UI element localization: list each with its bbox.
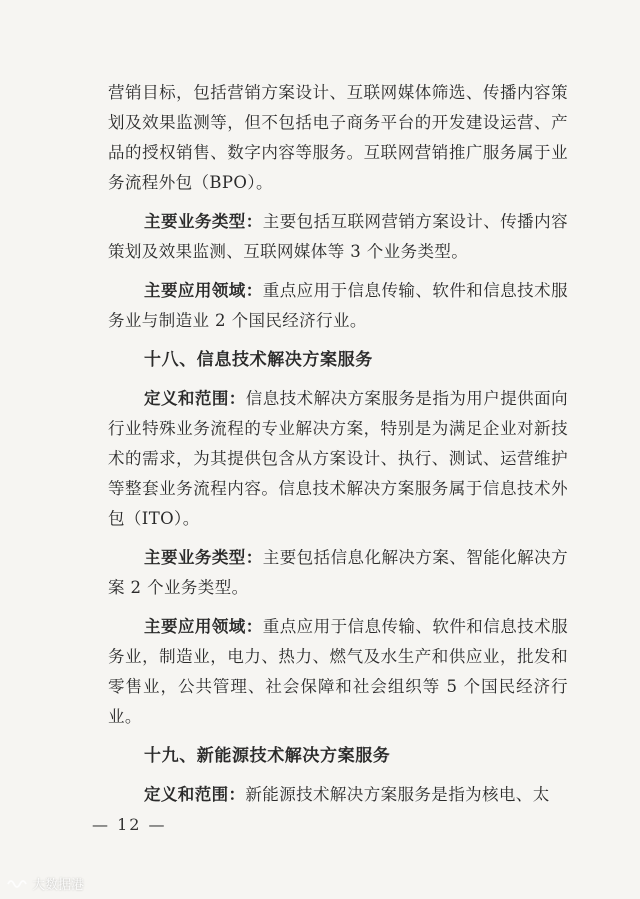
paragraph-definition-18 — [108, 384, 568, 534]
paragraph-application-areas-17 — [108, 276, 568, 336]
document-body — [108, 78, 568, 819]
paragraph-bpo-definition-continued — [108, 78, 568, 198]
sound-wave-logo-icon — [6, 877, 28, 891]
paragraph-label: 主要应用领域： — [144, 281, 263, 300]
paragraph-text: 新能源技术解决方案服务是指为核电、太 — [245, 785, 550, 804]
paragraph-text: 主要包括信息化解决方案、智能化解决方案 2 个业务类型。 — [108, 548, 568, 597]
section-heading-18: 十八、信息技术解决方案服务 — [144, 350, 373, 370]
paragraph-label: 主要业务类型： — [144, 548, 263, 567]
paragraph-label: 定义和范围： — [144, 389, 246, 408]
page-number: — 12 — — [92, 815, 167, 834]
watermark — [6, 874, 84, 893]
paragraph-business-types-17 — [108, 207, 568, 267]
paragraph-label: 定义和范围： — [144, 785, 246, 804]
paragraph-definition-19 — [108, 780, 568, 810]
paragraph-text: 信息技术解决方案服务是指为用户提供面向行业特殊业务流程的专业解决方案，特别是为满足企业对新技术的需求，为其提供包含从方案设计、执行、测试、运营维护等整套业务流程内容。信息技术解决方案服务属于信息技术外包（ITO）。 — [108, 389, 568, 528]
paragraph-business-types-18 — [108, 543, 568, 603]
paragraph-label: 主要业务类型： — [144, 212, 263, 231]
paragraph-application-areas-18 — [108, 612, 568, 732]
watermark-text: 大数据港 — [32, 878, 85, 893]
paragraph-text: 主要包括互联网营销方案设计、传播内容策划及效果监测、互联网媒体等 3 个业务类型。 — [108, 212, 568, 261]
paragraph-text: 重点应用于信息传输、软件和信息技术服务业与制造业 2 个国民经济行业。 — [108, 281, 568, 330]
paragraph-label: 主要应用领域： — [144, 617, 263, 636]
paragraph-text: 重点应用于信息传输、软件和信息技术服务业，制造业，电力、热力、燃气及水生产和供应业，批发和零售业，公共管理、社会保障和社会组织等 5 个国民经济行业。 — [108, 617, 568, 726]
section-heading-19: 十九、新能源技术解决方案服务 — [144, 746, 391, 766]
paragraph-text: 营销目标，包括营销方案设计、互联网媒体筛选、传播内容策划及效果监测等，但不包括电子商务平台的开发建设运营、产品的授权销售、数字内容等服务。互联网营销推广服务属于业务流程外包（BPO）。 — [108, 83, 568, 192]
